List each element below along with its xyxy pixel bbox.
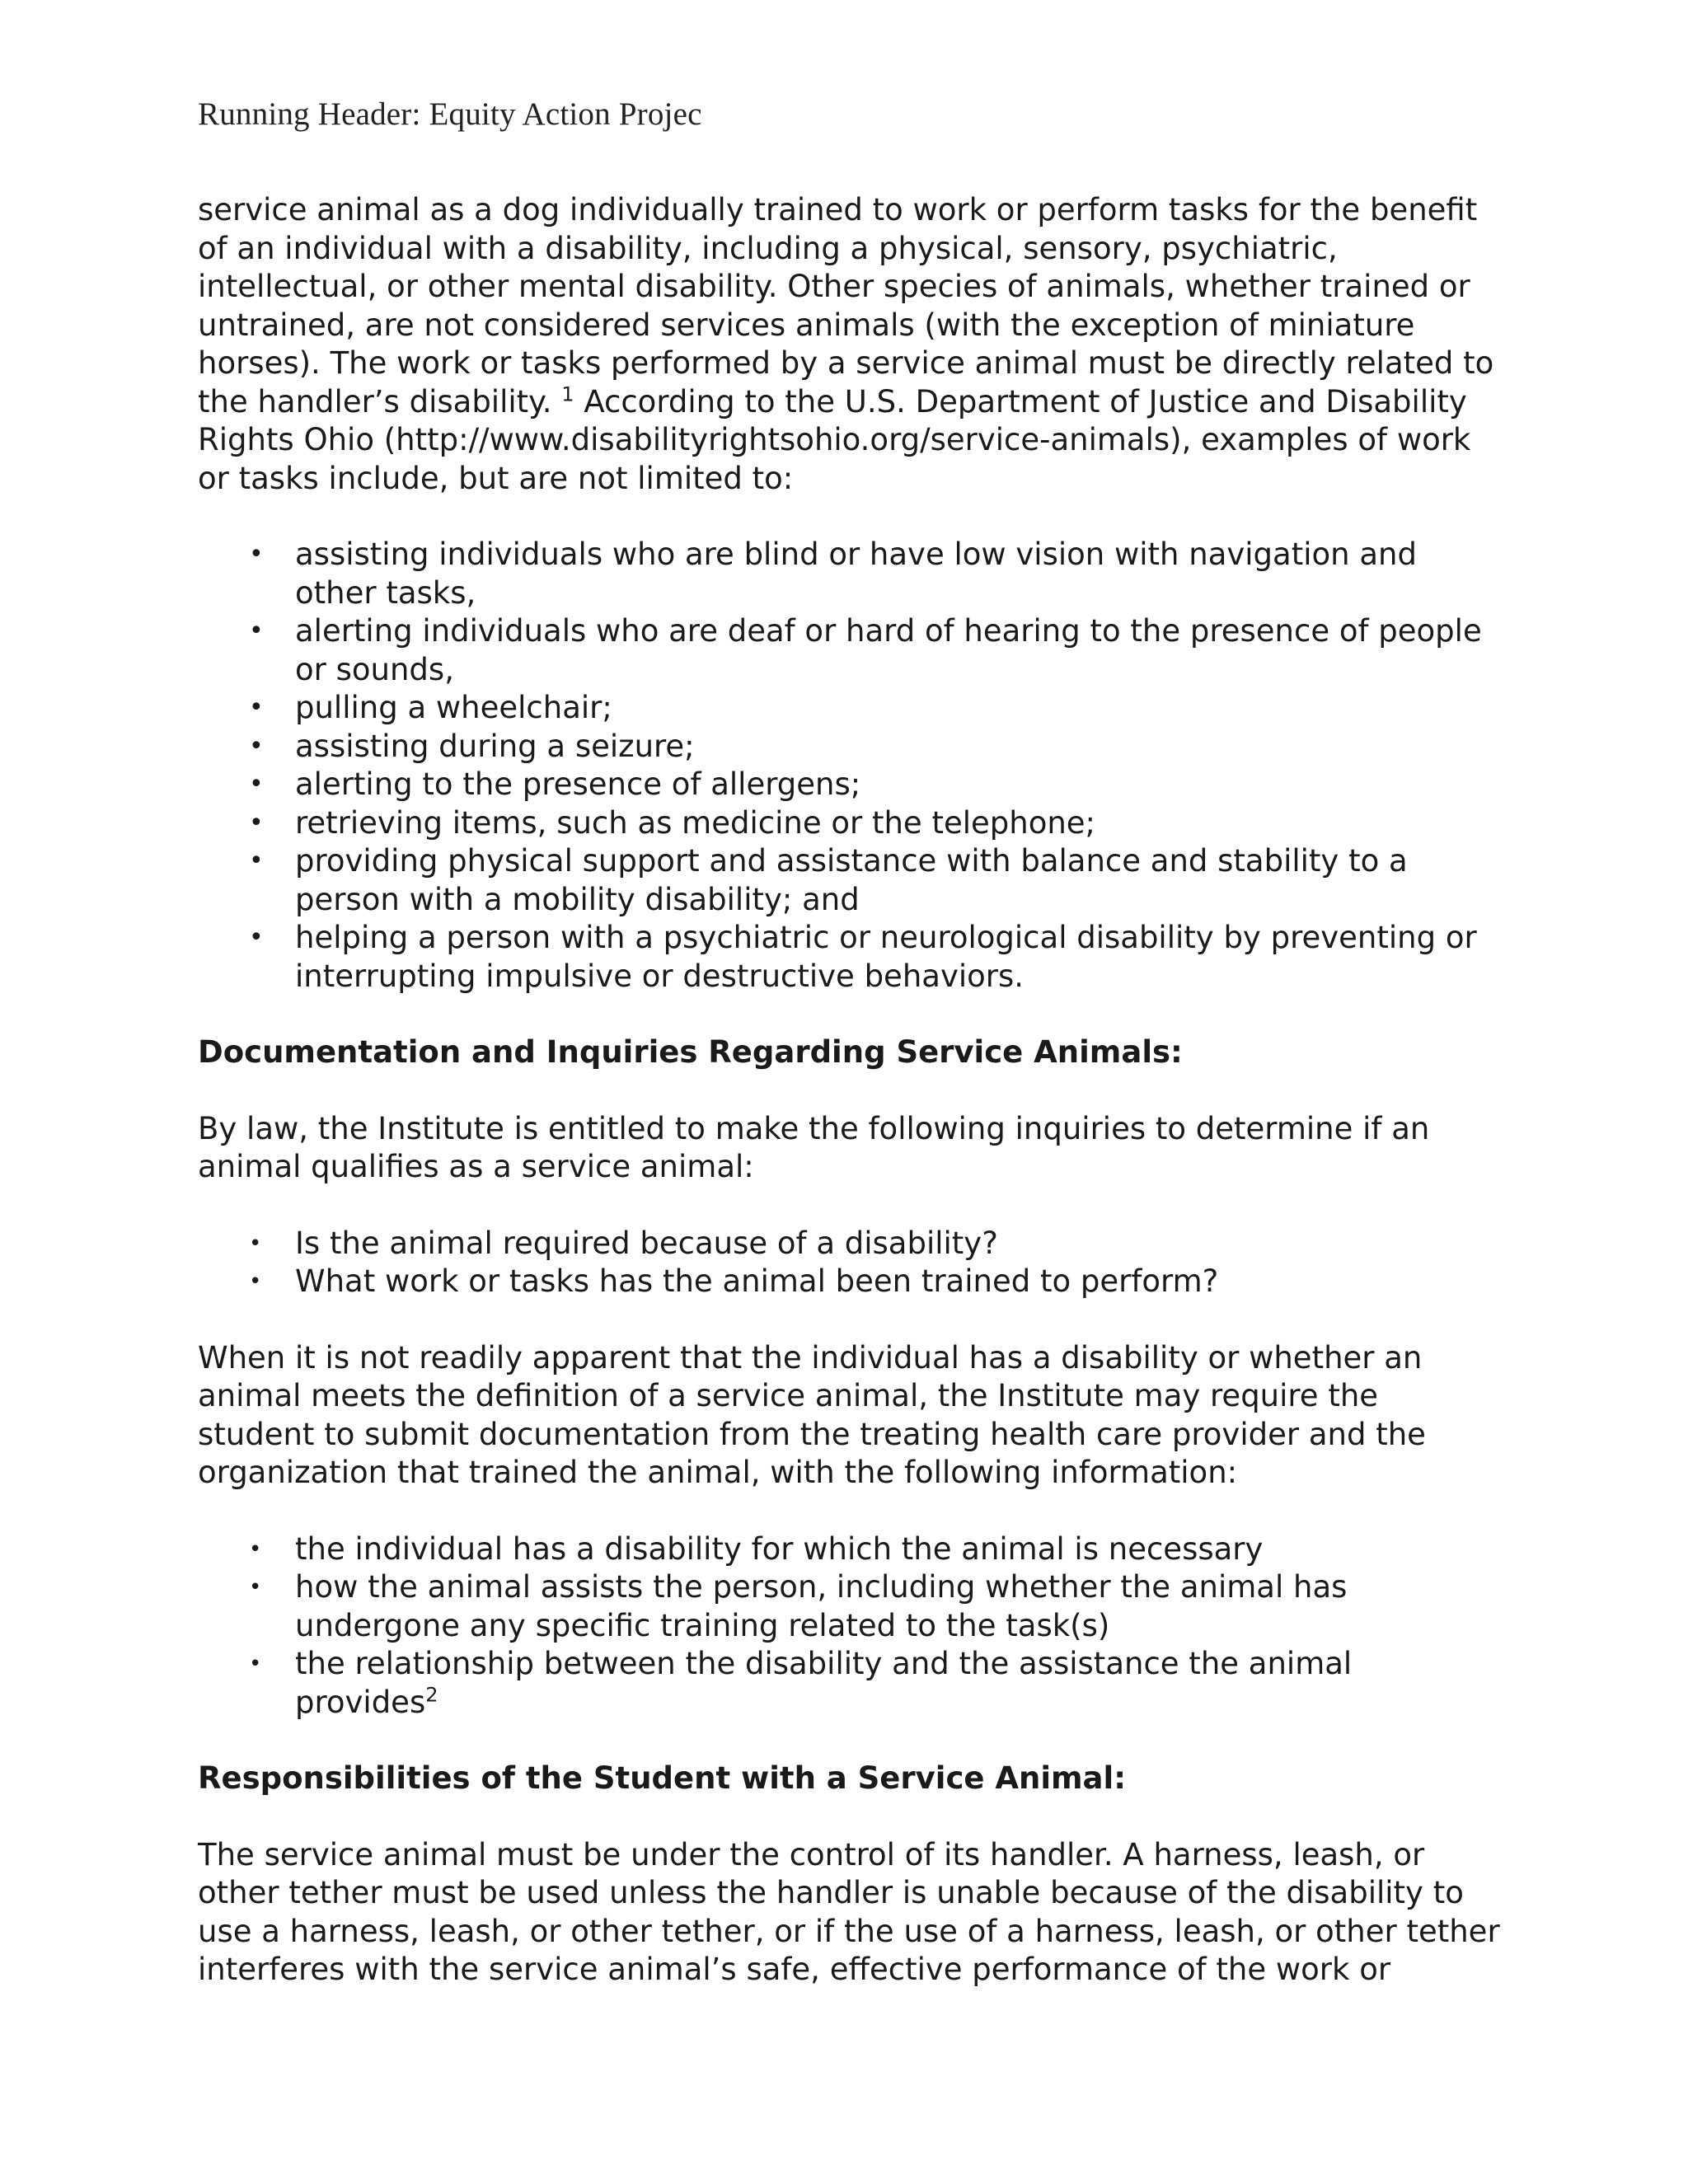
- documentation-requirements-paragraph: When it is not readily apparent that the individual has a disability or whether an animal meets the definition of a service animal, the Institute may require the student to submit documentation from the treating health care provider and the organization that trained the animal, with the following information:: [198, 1339, 1426, 1490]
- footnote-marker-2: 2: [425, 1683, 438, 1707]
- section-heading-documentation: Documentation and Inquiries Regarding Service Animals:: [198, 1034, 1183, 1070]
- intro-text-b: According to the U.S. Department of Justice and Disability Rights Ohio (http://www.disabilityrightsohio.org/service-animals), examples of work or tasks include, but are not limited to:: [198, 383, 1471, 496]
- running-header: Running Header: Equity Action Projec: [198, 96, 702, 132]
- document-body: [198, 191, 1500, 1990]
- tasks-list: [198, 536, 1500, 996]
- inquiries-list: [198, 1225, 1500, 1301]
- bullet-icon: •: [249, 770, 264, 799]
- bullet-icon: •: [249, 846, 264, 875]
- bullet-icon: •: [249, 923, 264, 952]
- responsibilities-paragraph: The service animal must be under the control of its handler. A harness, leash, or other tether must be used unless the handler is unable because of the disability to use a harness, leash, or other tether, or if the use of a harness, leash, or other tether interferes with the service animal’s safe, effective performance of the work or: [198, 1836, 1500, 1987]
- list-item: • the individual has a disability for which the animal is necessary: [198, 1530, 1500, 1569]
- list-item: • the relationship between the disability and the assistance the animal provides$^2$: [249, 1646, 1353, 1720]
- bullet-icon: •: [249, 693, 264, 722]
- bullet-icon: •: [249, 616, 264, 645]
- list-item: • retrieving items, such as medicine or the telephone;: [198, 804, 1500, 843]
- bullet-icon: •: [249, 1269, 262, 1294]
- intro-text-a: service animal as a dog individually trained to work or perform tasks for the benefit of an individual with a disability, including a physical, sensory, psychiatric, intellectual, or other mental disability. Other species of animals, whether trained or untrained, are not considered services animals (with the exception of miniature horses). The work or tasks performed by a service animal must be directly related to the handler’s disability.: [198, 192, 1494, 419]
- bullet-icon: •: [249, 1575, 262, 1600]
- bullet-icon: •: [249, 731, 264, 761]
- documentation-intro-paragraph: By law, the Institute is entitled to make the following inquiries to determine if an animal qualifies as a service animal:: [198, 1110, 1430, 1184]
- list-item: • assisting individuals who are blind or have low vision with navigation and other tasks,: [249, 537, 1417, 611]
- bullet-icon: •: [249, 1536, 262, 1562]
- list-item: • helping a person with a psychiatric or neurological disability by preventing or interrupting impulsive or destructive behaviors.: [249, 920, 1477, 994]
- bullet-icon: •: [249, 1652, 262, 1676]
- intro-paragraph: [198, 191, 1500, 498]
- section-heading-responsibilities: Responsibilities of the Student with a Service Animal:: [198, 1760, 1127, 1796]
- bullet-icon: •: [249, 808, 264, 837]
- list-item: • assisting during a seizure;: [198, 728, 1500, 766]
- bullet-icon: •: [249, 1230, 262, 1256]
- bullet-icon: •: [249, 540, 264, 569]
- list-item: • What work or tasks has the animal been trained to perform?: [198, 1263, 1500, 1301]
- list-item: • alerting individuals who are deaf or hard of hearing to the presence of people or sounds,: [249, 613, 1482, 687]
- list-item: • providing physical support and assistance with balance and stability to a person with a mobility disability; and: [249, 843, 1408, 917]
- list-item: • Is the animal required because of a disability?: [198, 1225, 1500, 1263]
- list-item: • alerting to the presence of allergens;: [198, 766, 1500, 804]
- list-item: • how the animal assists the person, including whether the animal has undergone any specific training related to the task(s): [249, 1569, 1348, 1643]
- footnote-marker-1: 1: [561, 382, 574, 406]
- documentation-items-list: [198, 1530, 1500, 1722]
- list-item: • pulling a wheelchair;: [198, 689, 1500, 728]
